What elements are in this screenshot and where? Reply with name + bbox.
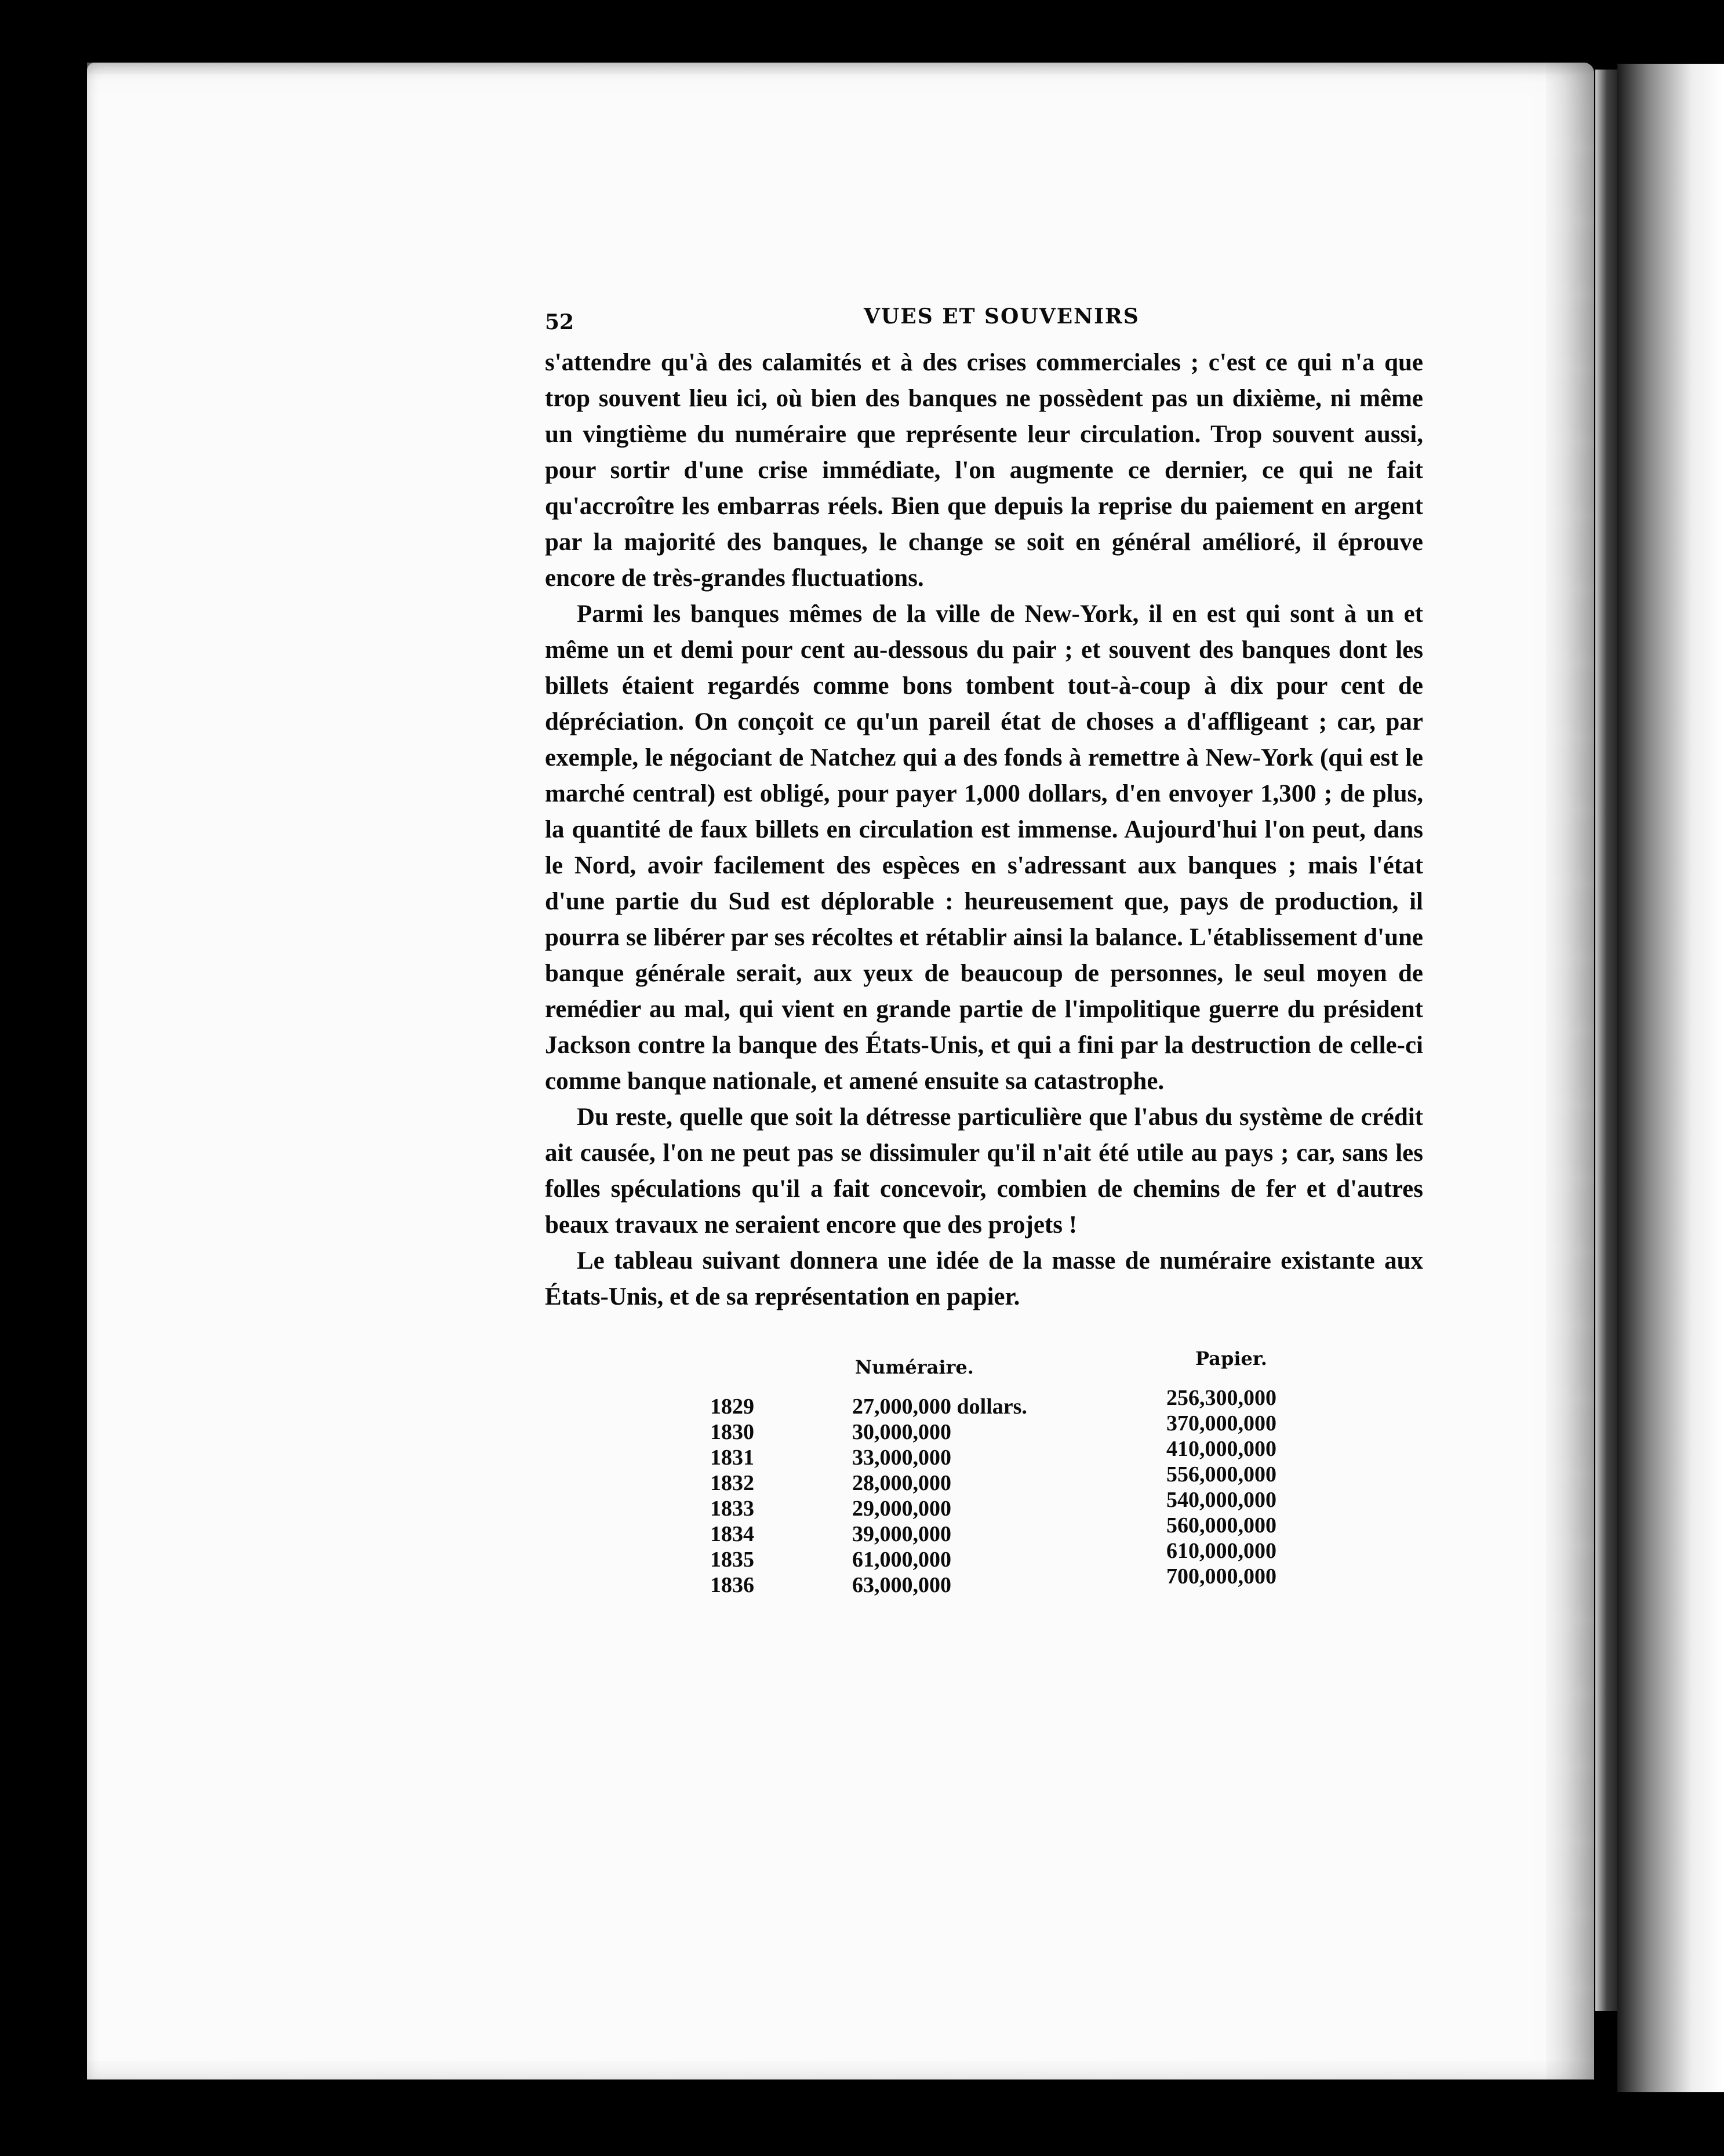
facing-page-edge	[1617, 64, 1724, 2092]
table-cell-numeraire: 27,000,000 dollars.	[852, 1394, 1027, 1419]
table-cell-papier: 370,000,000	[1166, 1411, 1276, 1436]
table-cell-papier: 700,000,000	[1166, 1564, 1276, 1589]
table-cell-numeraire: 30,000,000	[852, 1420, 951, 1444]
running-head: VUES ET SOUVENIRS	[864, 304, 1140, 329]
paragraph-1: s'attendre qu'à des calamités et à des crises commerciales ; c'est ce qui n'a que trop souvent lieu ici, où bien des banques ne possèdent pas un dixième, ni même un vingtième du numéraire que représente leur circulation. Trop souvent aussi, pour sortir d'une crise immédiate, l'on augmente ce dernier, ce qui ne fait qu'accroître les embarras réels. Bien que depuis la reprise du paiement en argent par la majorité des banques, le change se soit en général amélioré, il éprouve encore de très-grandes fluctuations.	[545, 349, 1423, 592]
table-cell-papier: 540,000,000	[1166, 1488, 1276, 1512]
paragraph-2: Parmi les banques mêmes de la ville de New-York, il en est qui sont à un et même un et demi pour cent au-dessous du pair ; et souvent des banques dont les billets étaient regardés comme bons tombent tout-à-coup à dix pour cent de dépréciation. On conçoit ce qu'un pareil état de choses a d'affligeant ; car, par exemple, le négociant de Natchez qui a des fonds à remettre à New-York (qui est le marché central) est obligé, pour payer 1,000 dollars, d'en envoyer 1,300 ; de plus, la quantité de faux billets en circulation est immense. Aujourd'hui l'on peut, dans le Nord, avoir facilement des espèces en s'adressant aux banques ; mais l'état d'une partie du Sud est déplorable : heureusement que, pays de production, il pourra se libérer par ses récoltes et rétablir ainsi la balance. L'établissement d'une banque générale serait, aux yeux de beaucoup de personnes, le seul moyen de remédier au mal, qui vient en grande partie de l'impolitique guerre du président Jackson contre la banque des États-Unis, et qui a fini par la destruction de celle-ci comme banque nationale, et amené ensuite sa catastrophe.	[545, 600, 1423, 1095]
table-cell-year: 1836	[710, 1573, 754, 1597]
table-cell-numeraire: 28,000,000	[852, 1471, 951, 1495]
column-header-papier: Papier.	[1195, 1348, 1267, 1370]
table-cell-year: 1833	[710, 1496, 754, 1521]
table-cell-year: 1832	[710, 1471, 754, 1495]
table-cell-year: 1831	[710, 1445, 754, 1470]
page-number: 52	[545, 310, 574, 334]
paragraph-4: Le tableau suivant donnera une idée de la masse de numéraire existante aux États-Unis, et de sa représentation en papier.	[545, 1247, 1423, 1310]
book-gutter	[1595, 70, 1618, 2011]
table-cell-papier: 410,000,000	[1166, 1437, 1276, 1461]
table-cell-numeraire: 63,000,000	[852, 1573, 951, 1597]
table-cell-year: 1834	[710, 1522, 754, 1546]
table-cell-year: 1829	[710, 1394, 754, 1419]
table-cell-numeraire: 61,000,000	[852, 1547, 951, 1572]
table-cell-papier: 560,000,000	[1166, 1513, 1276, 1538]
column-header-numeraire: Numéraire.	[855, 1356, 974, 1378]
table-cell-year: 1835	[710, 1547, 754, 1572]
table-cell-numeraire: 33,000,000	[852, 1445, 951, 1470]
table-cell-papier: 556,000,000	[1166, 1462, 1276, 1487]
table-cell-numeraire: 39,000,000	[852, 1522, 951, 1546]
table-cell-numeraire: 29,000,000	[852, 1496, 951, 1521]
table-cell-papier: 610,000,000	[1166, 1539, 1276, 1563]
table-cell-papier: 256,300,000	[1166, 1386, 1276, 1410]
body-text	[545, 345, 1423, 1315]
paragraph-3: Du reste, quelle que soit la détresse particulière que l'abus du système de crédit ait causée, l'on ne peut pas se dissimuler qu'il n'ait été utile au pays ; car, sans les folles spéculations qu'il a fait concevoir, combien de chemins de fer et d'autres beaux travaux ne seraient encore que des projets !	[545, 1104, 1423, 1239]
table-cell-year: 1830	[710, 1420, 754, 1444]
